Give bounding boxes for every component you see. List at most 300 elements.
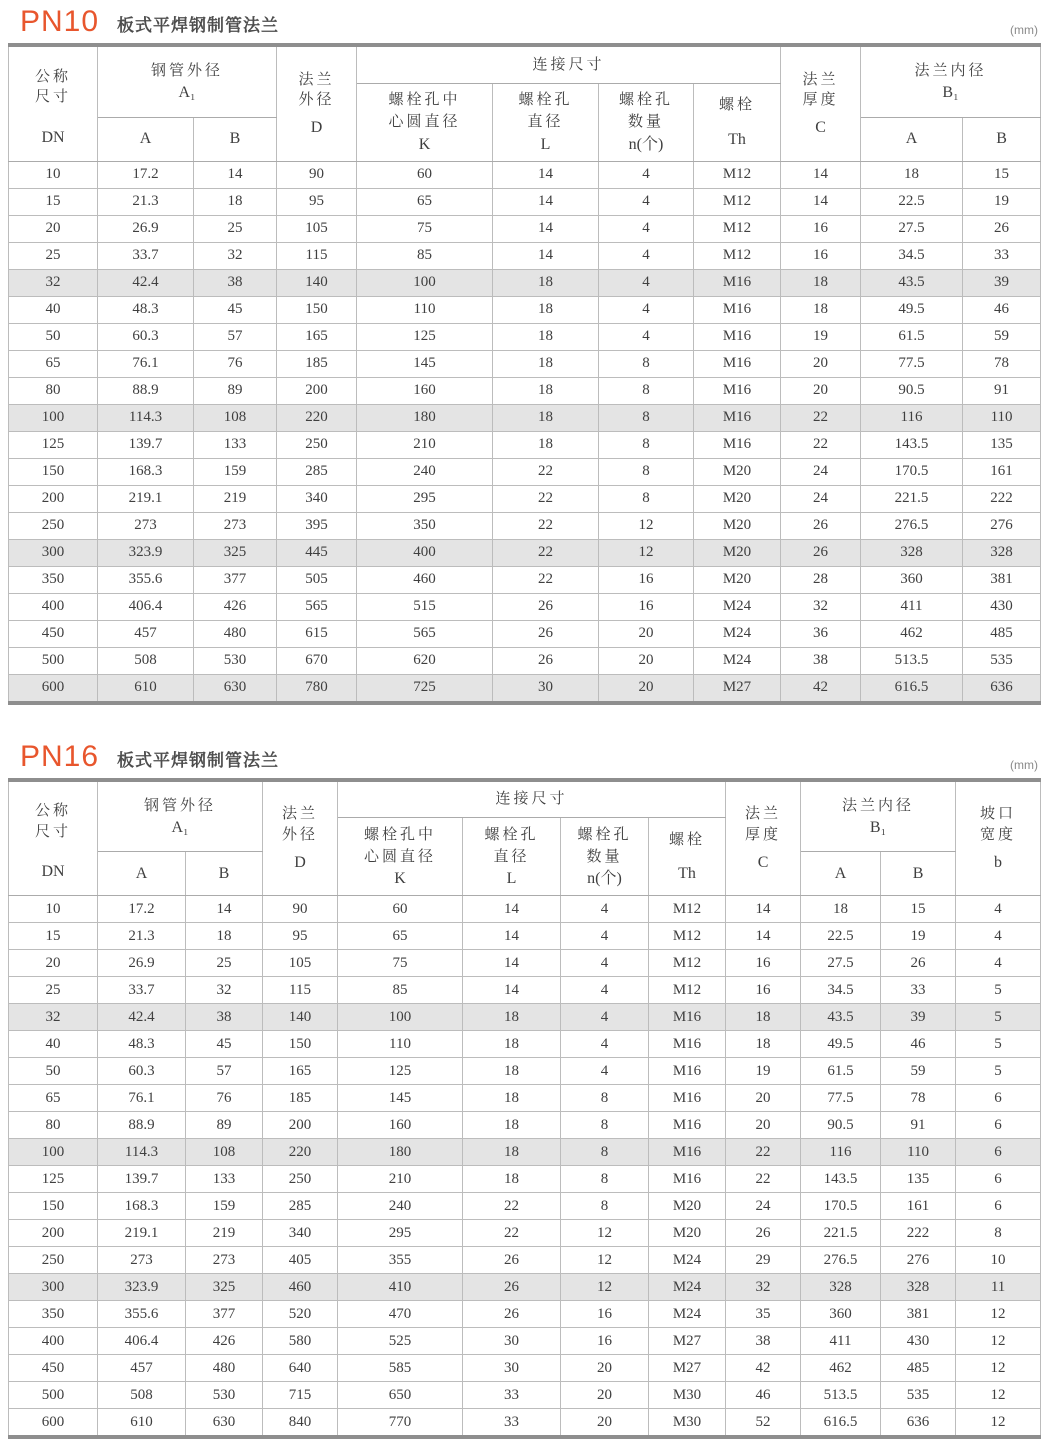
cell: 18 [493, 350, 599, 377]
cell: 135 [963, 431, 1041, 458]
cell: 636 [963, 674, 1041, 703]
cell: 4 [561, 1031, 649, 1058]
cell: 8 [561, 1112, 649, 1139]
cell: M24 [694, 647, 781, 674]
table-row [9, 923, 1041, 950]
cell: 18 [463, 1085, 561, 1112]
cell: 34.5 [801, 977, 881, 1004]
cell: 90 [263, 896, 338, 923]
cell: 273 [98, 1247, 186, 1274]
table-row [9, 566, 1041, 593]
cell: 26.9 [98, 950, 186, 977]
cell: 20 [599, 620, 694, 647]
table-row [9, 215, 1041, 242]
cell: 17.2 [98, 896, 186, 923]
cell: 450 [9, 1355, 98, 1382]
cell: 25 [9, 977, 98, 1004]
cell: 12 [956, 1382, 1041, 1409]
cell: 75 [338, 950, 463, 977]
cell: M24 [694, 620, 781, 647]
cell: 14 [463, 950, 561, 977]
cell: 585 [338, 1355, 463, 1382]
cell: 61.5 [801, 1058, 881, 1085]
cell: 400 [9, 1328, 98, 1355]
cell: 60.3 [98, 323, 194, 350]
cell: 38 [194, 269, 277, 296]
cell: 250 [9, 512, 98, 539]
cell: 75 [357, 215, 493, 242]
table-row [9, 350, 1041, 377]
cell: 12 [599, 539, 694, 566]
cell: 14 [493, 188, 599, 215]
cell: 15 [963, 161, 1041, 188]
cell: 4 [599, 161, 694, 188]
cell: 185 [263, 1085, 338, 1112]
pn16-table [8, 778, 1041, 1440]
cell: 505 [277, 566, 357, 593]
cell: 285 [277, 458, 357, 485]
cell: 8 [561, 1193, 649, 1220]
cell: 8 [956, 1220, 1041, 1247]
cell: 219.1 [98, 1220, 186, 1247]
cell: 20 [781, 377, 861, 404]
cell: 14 [493, 215, 599, 242]
cell: 185 [277, 350, 357, 377]
table-row [9, 242, 1041, 269]
cell: 220 [263, 1139, 338, 1166]
cell: 76 [194, 350, 277, 377]
table-row [9, 1166, 1041, 1193]
cell: M20 [649, 1220, 726, 1247]
cell: 480 [194, 620, 277, 647]
cell: 406.4 [98, 593, 194, 620]
cell: 14 [493, 161, 599, 188]
cell: 22 [463, 1193, 561, 1220]
cell: 200 [9, 485, 98, 512]
cell: 400 [9, 593, 98, 620]
table-row [9, 1328, 1041, 1355]
cell: 480 [186, 1355, 263, 1382]
cell: 8 [599, 431, 694, 458]
cell: 20 [9, 950, 98, 977]
cell: 48.3 [98, 296, 194, 323]
cell: 57 [194, 323, 277, 350]
cell: 16 [726, 950, 801, 977]
cell: 276 [963, 512, 1041, 539]
cell: 565 [357, 620, 493, 647]
table-row [9, 269, 1041, 296]
cell: 14 [726, 896, 801, 923]
cell: 65 [9, 350, 98, 377]
cell: 22.5 [861, 188, 963, 215]
cell: 40 [9, 296, 98, 323]
cell: 133 [186, 1166, 263, 1193]
cell: 462 [801, 1355, 881, 1382]
cell: 90 [277, 161, 357, 188]
cell: 150 [9, 1193, 98, 1220]
cell: 20 [599, 647, 694, 674]
col-header-l: 螺栓孔 直径 L [463, 818, 561, 896]
cell: 12 [956, 1328, 1041, 1355]
cell: M16 [694, 323, 781, 350]
cell: 145 [357, 350, 493, 377]
cell: 38 [781, 647, 861, 674]
col-header-pipe-a: A [98, 117, 194, 161]
cell: 10 [9, 896, 98, 923]
cell: 33 [463, 1409, 561, 1438]
section-pn10 [0, 0, 1048, 705]
cell: 325 [186, 1274, 263, 1301]
cell: 165 [263, 1058, 338, 1085]
cell: 200 [263, 1112, 338, 1139]
table-row [9, 431, 1041, 458]
cell: M12 [649, 923, 726, 950]
cell: 350 [357, 512, 493, 539]
cell: 715 [263, 1382, 338, 1409]
cell: 30 [493, 674, 599, 703]
cell: 88.9 [98, 377, 194, 404]
cell: 26.9 [98, 215, 194, 242]
cell: 10 [9, 161, 98, 188]
cell: 18 [493, 431, 599, 458]
cell: 110 [963, 404, 1041, 431]
cell: 325 [194, 539, 277, 566]
cell: 770 [338, 1409, 463, 1438]
col-header-bore: 法兰内径 B₁ [861, 45, 1041, 117]
cell: 276.5 [801, 1247, 881, 1274]
cell: 630 [186, 1409, 263, 1438]
cell: 6 [956, 1085, 1041, 1112]
cell: 88.9 [98, 1112, 186, 1139]
cell: M27 [649, 1355, 726, 1382]
table-row [9, 377, 1041, 404]
cell: 565 [277, 593, 357, 620]
cell: 513.5 [861, 647, 963, 674]
cell: 500 [9, 647, 98, 674]
cell: 5 [956, 1058, 1041, 1085]
cell: 780 [277, 674, 357, 703]
cell: 25 [186, 950, 263, 977]
cell: 620 [357, 647, 493, 674]
cell: 116 [861, 404, 963, 431]
cell: 405 [263, 1247, 338, 1274]
pn16-title: PN16 [20, 739, 100, 773]
cell: 340 [277, 485, 357, 512]
cell: M16 [694, 377, 781, 404]
cell: 143.5 [861, 431, 963, 458]
col-header-pipe-od: 钢管外径 A₁ [98, 45, 277, 117]
cell: 14 [186, 896, 263, 923]
cell: 32 [726, 1274, 801, 1301]
cell: 33.7 [98, 242, 194, 269]
cell: 20 [561, 1409, 649, 1438]
cell: 12 [599, 512, 694, 539]
cell: 59 [963, 323, 1041, 350]
cell: 4 [561, 1004, 649, 1031]
cell: 100 [9, 404, 98, 431]
cell: 26 [463, 1301, 561, 1328]
cell: 38 [186, 1004, 263, 1031]
pn10-title: PN10 [20, 5, 100, 38]
cell: 78 [963, 350, 1041, 377]
cell: 360 [801, 1301, 881, 1328]
cell: 38 [726, 1328, 801, 1355]
cell: 4 [561, 950, 649, 977]
cell: 18 [781, 296, 861, 323]
col-header-th: 螺栓 Th [694, 83, 781, 161]
cell: 462 [861, 620, 963, 647]
cell: 108 [194, 404, 277, 431]
cell: 160 [338, 1112, 463, 1139]
pn10-subtitle: 板式平焊钢制管法兰 [117, 16, 280, 35]
table-row [9, 1382, 1041, 1409]
table-row [9, 1112, 1041, 1139]
cell: 16 [561, 1328, 649, 1355]
cell: 276 [881, 1247, 956, 1274]
cell: 22 [781, 404, 861, 431]
cell: 240 [338, 1193, 463, 1220]
cell: 600 [9, 1409, 98, 1438]
cell: M16 [649, 1058, 726, 1085]
cell: 295 [338, 1220, 463, 1247]
table-row [9, 620, 1041, 647]
cell: 636 [881, 1409, 956, 1438]
cell: 43.5 [801, 1004, 881, 1031]
cell: 411 [861, 593, 963, 620]
cell: M12 [694, 242, 781, 269]
cell: 16 [726, 977, 801, 1004]
cell: 77.5 [861, 350, 963, 377]
cell: 4 [599, 242, 694, 269]
cell: 250 [263, 1166, 338, 1193]
cell: 17.2 [98, 161, 194, 188]
cell: 200 [9, 1220, 98, 1247]
cell: 8 [599, 485, 694, 512]
cell: 276.5 [861, 512, 963, 539]
cell: 8 [599, 350, 694, 377]
cell: 630 [194, 674, 277, 703]
cell: 250 [9, 1247, 98, 1274]
cell: 340 [263, 1220, 338, 1247]
cell: 125 [338, 1058, 463, 1085]
cell: 85 [357, 242, 493, 269]
cell: 22 [493, 566, 599, 593]
cell: 26 [726, 1220, 801, 1247]
cell: 22 [493, 458, 599, 485]
cell: 110 [357, 296, 493, 323]
cell: 20 [726, 1112, 801, 1139]
cell: 22.5 [801, 923, 881, 950]
cell: 160 [357, 377, 493, 404]
cell: M12 [694, 188, 781, 215]
cell: 60 [357, 161, 493, 188]
cell: 46 [881, 1031, 956, 1058]
cell: 535 [963, 647, 1041, 674]
cell: 18 [781, 269, 861, 296]
table-row [9, 323, 1041, 350]
cell: 108 [186, 1139, 263, 1166]
cell: 377 [194, 566, 277, 593]
cell: 22 [726, 1139, 801, 1166]
cell: 350 [9, 566, 98, 593]
cell: 65 [338, 923, 463, 950]
cell: 170.5 [861, 458, 963, 485]
cell: 18 [463, 1004, 561, 1031]
cell: 6 [956, 1139, 1041, 1166]
col-header-dn: 公称 尺寸 DN [9, 780, 98, 896]
cell: 26 [463, 1274, 561, 1301]
cell: 4 [599, 323, 694, 350]
cell: 80 [9, 1112, 98, 1139]
cell: 20 [561, 1355, 649, 1382]
cell: 381 [963, 566, 1041, 593]
cell: 105 [277, 215, 357, 242]
cell: 33 [963, 242, 1041, 269]
cell: 43.5 [861, 269, 963, 296]
cell: 36 [781, 620, 861, 647]
table-row [9, 1139, 1041, 1166]
col-header-th: 螺栓 Th [649, 818, 726, 896]
cell: 65 [9, 1085, 98, 1112]
cell: 76 [186, 1085, 263, 1112]
col-header-bore-b: B [881, 852, 956, 896]
pn16-unit-label: (mm) [1010, 757, 1038, 772]
cell: 26 [963, 215, 1041, 242]
cell: 19 [781, 323, 861, 350]
cell: 42.4 [98, 1004, 186, 1031]
cell: M12 [649, 950, 726, 977]
cell: 508 [98, 1382, 186, 1409]
table-row [9, 296, 1041, 323]
col-header-pipe-b: B [194, 117, 277, 161]
col-header-l: 螺栓孔 直径 L [493, 83, 599, 161]
cell: 165 [277, 323, 357, 350]
pn10-title-row [0, 0, 1048, 43]
cell: 4 [599, 269, 694, 296]
col-header-k: 螺栓孔中 心圆直径 K [338, 818, 463, 896]
cell: M16 [649, 1139, 726, 1166]
cell: 28 [781, 566, 861, 593]
cell: M16 [694, 350, 781, 377]
cell: M12 [694, 215, 781, 242]
cell: 300 [9, 539, 98, 566]
cell: 377 [186, 1301, 263, 1328]
cell: 110 [338, 1031, 463, 1058]
cell: 250 [277, 431, 357, 458]
cell: 59 [881, 1058, 956, 1085]
cell: 14 [781, 188, 861, 215]
cell: 116 [801, 1139, 881, 1166]
cell: 42.4 [98, 269, 194, 296]
cell: 27.5 [861, 215, 963, 242]
cell: 840 [263, 1409, 338, 1438]
cell: 8 [561, 1139, 649, 1166]
cell: 4 [561, 923, 649, 950]
cell: 20 [9, 215, 98, 242]
cell: 430 [963, 593, 1041, 620]
cell: 219.1 [98, 485, 194, 512]
cell: 470 [338, 1301, 463, 1328]
cell: 150 [263, 1031, 338, 1058]
col-header-thickness: 法兰 厚度 C [726, 780, 801, 896]
col-header-pipe-od: 钢管外径 A₁ [98, 780, 263, 852]
cell: 33 [463, 1382, 561, 1409]
cell: 50 [9, 323, 98, 350]
cell: 25 [194, 215, 277, 242]
cell: 100 [338, 1004, 463, 1031]
cell: 430 [881, 1328, 956, 1355]
cell: 48.3 [98, 1031, 186, 1058]
cell: M16 [694, 404, 781, 431]
cell: 616.5 [861, 674, 963, 703]
cell: 100 [357, 269, 493, 296]
cell: M27 [694, 674, 781, 703]
cell: 221.5 [801, 1220, 881, 1247]
cell: 18 [463, 1166, 561, 1193]
cell: 35 [726, 1301, 801, 1328]
pn16-table-body [9, 896, 1041, 1438]
cell: 26 [781, 512, 861, 539]
cell: 535 [881, 1382, 956, 1409]
table-row [9, 161, 1041, 188]
pn16-title-row [0, 705, 1048, 778]
cell: M24 [694, 593, 781, 620]
cell: 168.3 [98, 1193, 186, 1220]
cell: 273 [194, 512, 277, 539]
cell: 91 [881, 1112, 956, 1139]
cell: 140 [277, 269, 357, 296]
cell: M20 [694, 485, 781, 512]
cell: M20 [694, 458, 781, 485]
cell: 580 [263, 1328, 338, 1355]
cell: 640 [263, 1355, 338, 1382]
cell: 14 [726, 923, 801, 950]
cell: 32 [194, 242, 277, 269]
cell: 610 [98, 674, 194, 703]
cell: 18 [493, 269, 599, 296]
cell: 150 [9, 458, 98, 485]
cell: 18 [726, 1004, 801, 1031]
col-header-n: 螺栓孔 数量 n(个) [599, 83, 694, 161]
cell: 4 [956, 923, 1041, 950]
table-row [9, 458, 1041, 485]
cell: 6 [956, 1193, 1041, 1220]
cell: 4 [599, 215, 694, 242]
cell: 530 [194, 647, 277, 674]
col-header-bore-a: A [861, 117, 963, 161]
cell: 219 [186, 1220, 263, 1247]
table-row [9, 1274, 1041, 1301]
cell: 670 [277, 647, 357, 674]
cell: 460 [357, 566, 493, 593]
cell: 4 [956, 896, 1041, 923]
cell: 30 [463, 1355, 561, 1382]
cell: 426 [186, 1328, 263, 1355]
col-header-connection: 连接尺寸 [357, 45, 781, 83]
cell: 18 [493, 296, 599, 323]
cell: 725 [357, 674, 493, 703]
table-row [9, 896, 1041, 923]
cell: 135 [881, 1166, 956, 1193]
cell: 5 [956, 977, 1041, 1004]
cell: 12 [956, 1355, 1041, 1382]
cell: M16 [694, 431, 781, 458]
cell: 168.3 [98, 458, 194, 485]
cell: 19 [881, 923, 956, 950]
table-row [9, 977, 1041, 1004]
cell: 89 [194, 377, 277, 404]
cell: M16 [649, 1166, 726, 1193]
